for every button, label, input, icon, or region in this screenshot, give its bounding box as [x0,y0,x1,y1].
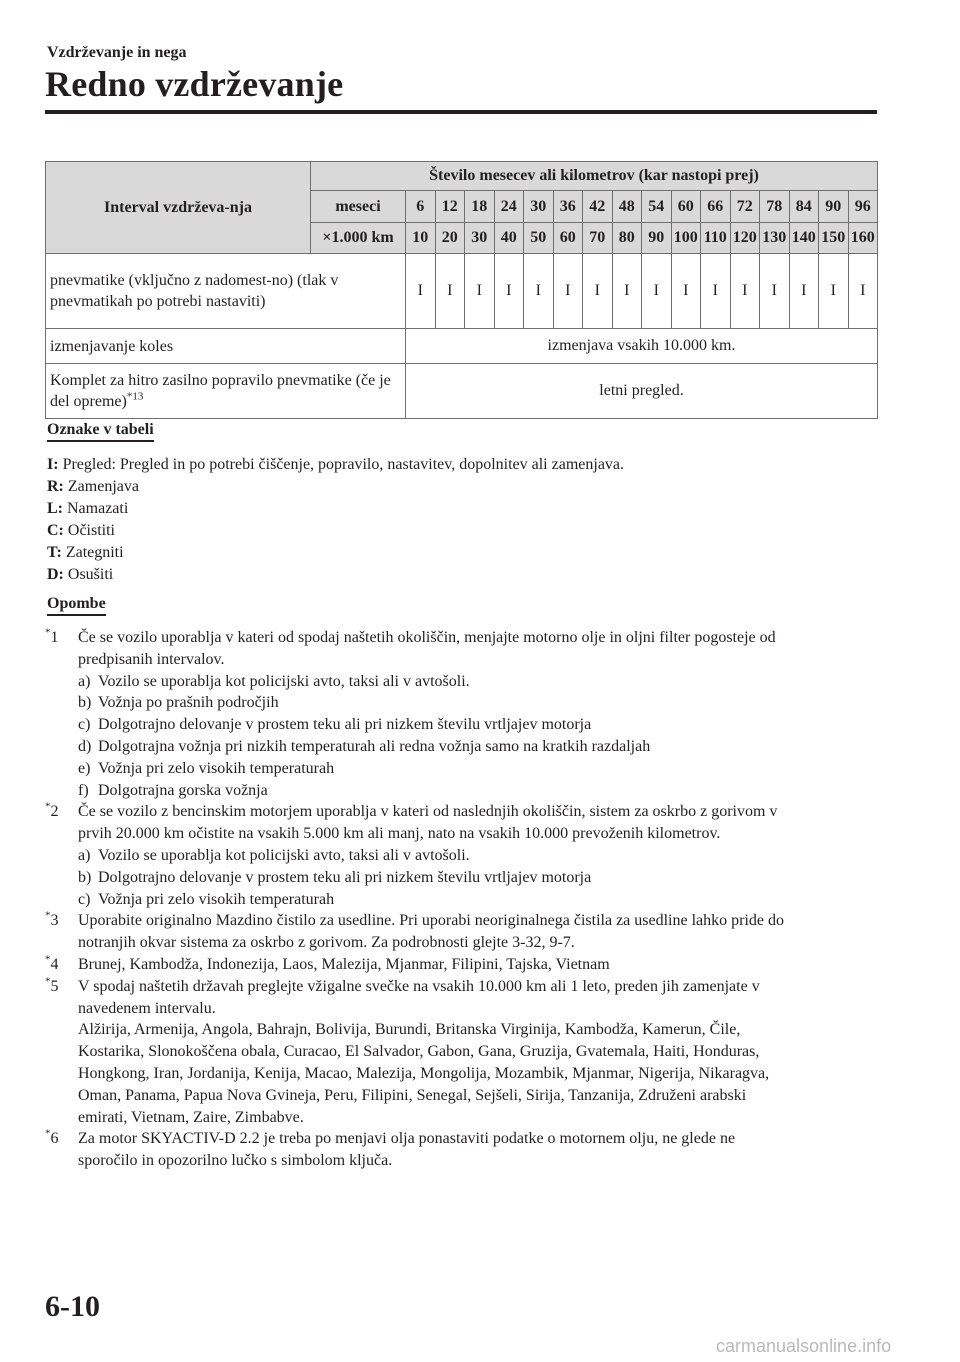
footnote-star: * [45,1128,51,1140]
watermark: carmanualsonline.info [716,1336,892,1356]
row-item-text: Komplet za hitro zasilno popravilo pnevmatike (če je del opreme) [50,372,391,410]
interval-value-cell: I [494,254,524,329]
footnote-line: Če se vozilo z bencinskim motorjem uporablja v kateri od naslednjih okoliščin, sistem za oskrbo z gorivom v [78,803,778,821]
km-cell: 160 [848,223,878,254]
footnote [45,910,875,954]
month-cell: 72 [730,191,760,223]
month-cell: 6 [406,191,436,223]
footnote-marker [45,801,59,823]
km-cell: 120 [730,223,760,254]
legend-text: Zategniti [65,544,124,561]
legend-code: D: [47,566,64,583]
km-cell: 40 [494,223,524,254]
footnote-number: 6 [50,1130,59,1148]
footnote-marker [45,976,59,998]
title-rule [45,110,877,114]
subitem-text: Vožnja pri zelo visokih temperaturah [98,890,335,908]
km-cell: 30 [465,223,495,254]
interval-value-cell: I [642,254,672,329]
subitem-text: Vozilo se uporablja kot policijski avto, taksi ali v avtošoli. [98,672,470,690]
footnote-subitem [78,845,875,867]
footnote-star: * [45,626,51,639]
subitem-letter: b) [78,868,92,886]
interval-value-cell: I [819,254,849,329]
notes-title: Opombe [47,595,106,616]
subitem-text: Vozilo se uporablja kot policijski avto, taksi ali v avtošoli. [98,846,470,864]
interval-value-cell: I [789,254,819,329]
km-cell: 50 [524,223,554,254]
footnote-line: Če se vozilo uporablja v kateri od spodaj naštetih okoliščin, menjajte motorno olje in oljni filter pogosteje od [78,629,776,646]
footnote-line: Kostarika, Slonokoščena obala, Curacao, El Salvador, Gabon, Gana, Gruzija, Gvatemala, Haiti, Honduras, [78,1043,760,1061]
km-cell: 70 [583,223,613,254]
legend-code: T: [47,544,62,561]
footnote-number: 4 [50,955,59,973]
footnote-star: * [45,953,51,966]
footnote-number: 3 [50,912,59,930]
footnote [45,976,875,1129]
footnote-line: Brunej, Kambodža, Indonezija, Laos, Malezija, Mjanmar, Filipini, Tajska, Vietnam [78,955,610,973]
km-cell: 110 [701,223,731,254]
footnote-marker [45,1128,59,1150]
subitem-letter: e) [78,759,91,777]
row-item: pnevmatike (vključno z nadomest-no) (tlak v pnevmatikah po potrebi nastaviti) [46,254,406,329]
footnote-subitem [78,714,875,736]
footnote-subitem [78,671,875,693]
footnote-subitem [78,758,875,780]
month-cell: 18 [465,191,495,223]
legend-item [47,476,624,498]
month-cell: 12 [435,191,465,223]
footnote-line: Alžirija, Armenija, Angola, Bahrajn, Bolivija, Burundi, Britanska Virginija, Kambodža, Kamerun, Čile, [78,1021,741,1039]
legend-item [47,454,624,476]
month-cell: 24 [494,191,524,223]
subitem-letter: b) [78,694,92,712]
month-cell: 90 [819,191,849,223]
month-cell: 96 [848,191,878,223]
notes-list [45,627,875,1172]
interval-value-cell: I [760,254,790,329]
legend-text: Očistiti [67,522,115,539]
legend-item [47,498,624,520]
interval-value-cell: I [848,254,878,329]
legend-list [47,454,624,586]
legend-title: Oznake v tabeli [47,421,154,442]
subitem-text: Dolgotrajna vožnja pri nizkih temperaturah ali redna vožnja samo na kratkih razdaljah [98,737,651,755]
subitem-letter: a) [78,846,91,864]
row-span-text: izmenjava vsakih 10.000 km. [406,329,878,364]
interval-value-cell: I [435,254,465,329]
km-cell: 140 [789,223,819,254]
footnote-subitem [78,889,875,911]
legend-text: Namazati [67,500,129,517]
subitem-text: Dolgotrajna gorska vožnja [98,781,268,799]
legend-code: R: [47,478,64,495]
footnote-line: Uporabite originalno Mazdino čistilo za usedline. Pri uporabi neoriginalnega čistila za usedline lahko pride do [78,912,785,930]
page-number: 6-10 [45,1290,100,1323]
interval-value-cell: I [524,254,554,329]
interval-value-cell: I [553,254,583,329]
km-cell: 100 [671,223,701,254]
footnote-star: * [45,975,51,988]
subitem-text: Vožnja po prašnih področjih [98,694,279,712]
row-item: izmenjavanje koles [46,329,406,364]
legend-text: Zamenjava [67,478,139,495]
km-cell: 10 [406,223,436,254]
month-cell: 54 [642,191,672,223]
footnote-line: predpisanih intervalov. [78,650,225,668]
footnote-line: sporočilo in opozorilno lučko s simbolom ključa. [78,1152,393,1170]
month-cell: 30 [524,191,554,223]
interval-value-cell: I [583,254,613,329]
subitem-text: Dolgotrajno delovanje v prostem teku ali pri nizkem številu vrtljajev motorja [98,868,592,886]
interval-value-cell: I [701,254,731,329]
table-row [46,329,878,364]
footnote-line: Hongkong, Iran, Jordanija, Kenija, Macao, Malezija, Mongolija, Mozambik, Mjanmar, Nigerija, Nikaragva, [78,1064,770,1082]
section-label: Vzdrževanje in nega [47,44,187,61]
legend-text: Osušiti [67,566,114,583]
maintenance-table [45,161,878,419]
footnote-line: Za motor SKYACTIV-D 2.2 je treba po menjavi olja ponastaviti podatke o motornem olju, ne glede ne [78,1130,736,1148]
subitem-letter: c) [78,716,91,734]
footnote-marker [45,954,59,976]
months-label: meseci [311,191,406,223]
month-cell: 60 [671,191,701,223]
footnote-line: prvih 20.000 km očistite na vsakih 5.000 km ali manj, nato na vsakih 10.000 prevoženih kilometrov. [78,825,721,843]
legend-code: I: [47,456,59,473]
footnote-marker [45,910,59,932]
legend-item [47,564,624,586]
footnote [45,954,875,976]
km-label: ×1.000 km [311,223,406,254]
legend-code: L: [47,500,63,517]
interval-header: Interval vzdrževa-nja [46,162,311,254]
footnote [45,627,875,801]
footnote-marker [45,627,59,649]
interval-value-cell: I [671,254,701,329]
footnote-number: 2 [50,803,59,821]
interval-value-cell: I [730,254,760,329]
interval-value-cell: I [612,254,642,329]
page-title: Redno vzdrževanje [45,64,344,104]
span-header: Število mesecev ali kilometrov (kar nastopi prej) [311,162,878,191]
footnote-subitem [78,692,875,714]
km-cell: 20 [435,223,465,254]
footnote-subitem [78,780,875,802]
footnote-line: emirati, Vietnam, Zaire, Zimbabve. [78,1108,304,1126]
month-cell: 42 [583,191,613,223]
footnote-subitem [78,867,875,889]
km-cell: 150 [819,223,849,254]
month-cell: 36 [553,191,583,223]
km-cell: 130 [760,223,790,254]
month-cell: 84 [789,191,819,223]
row-item [46,364,406,419]
footnote-line: notranjih okvar sistema za oskrbo z gorivom. Za podrobnosti glejte 3-32, 9-7. [78,934,575,952]
subitem-letter: d) [78,737,92,755]
subitem-letter: c) [78,890,91,908]
footnote-star: * [45,910,51,923]
subitem-text: Dolgotrajno delovanje v prostem teku ali pri nizkem številu vrtljajev motorja [98,716,592,734]
subitem-letter: a) [78,672,91,690]
subitem-text: Vožnja pri zelo visokih temperaturah [98,759,335,777]
footnote-line: Oman, Panama, Papua Nova Gvineja, Peru, Filipini, Senegal, Sejšeli, Sirija, Tanzanija, Združeni arabski [78,1086,747,1104]
month-cell: 66 [701,191,731,223]
table-row [46,254,878,329]
table-row [46,364,878,419]
legend-code: C: [47,522,64,539]
legend-text: Pregled: Pregled in po potrebi čiščenje, popravilo, nastavitev, dopolnitev ali zamenjava. [62,456,625,473]
km-cell: 60 [553,223,583,254]
footnote-number: 1 [50,629,59,646]
row-span-text: letni pregled. [406,364,878,419]
month-cell: 48 [612,191,642,223]
footnote [45,801,875,910]
legend-item [47,520,624,542]
footnote-line: navedenem intervalu. [78,999,216,1017]
footnote-number: 5 [50,977,59,995]
month-cell: 78 [760,191,790,223]
footnote-subitem [78,736,875,758]
footnote-line: V spodaj naštetih državah preglejte vžigalne svečke na vsakih 10.000 km ali 1 leto, preden jih zamenjate v [78,977,760,995]
legend-item [47,542,624,564]
interval-value-cell: I [406,254,436,329]
footnote [45,1128,875,1172]
km-cell: 80 [612,223,642,254]
footnote-star: * [45,801,51,814]
subitem-letter: f) [78,781,89,799]
interval-value-cell: I [465,254,495,329]
footnote-mark: *13 [126,390,144,403]
km-cell: 90 [642,223,672,254]
